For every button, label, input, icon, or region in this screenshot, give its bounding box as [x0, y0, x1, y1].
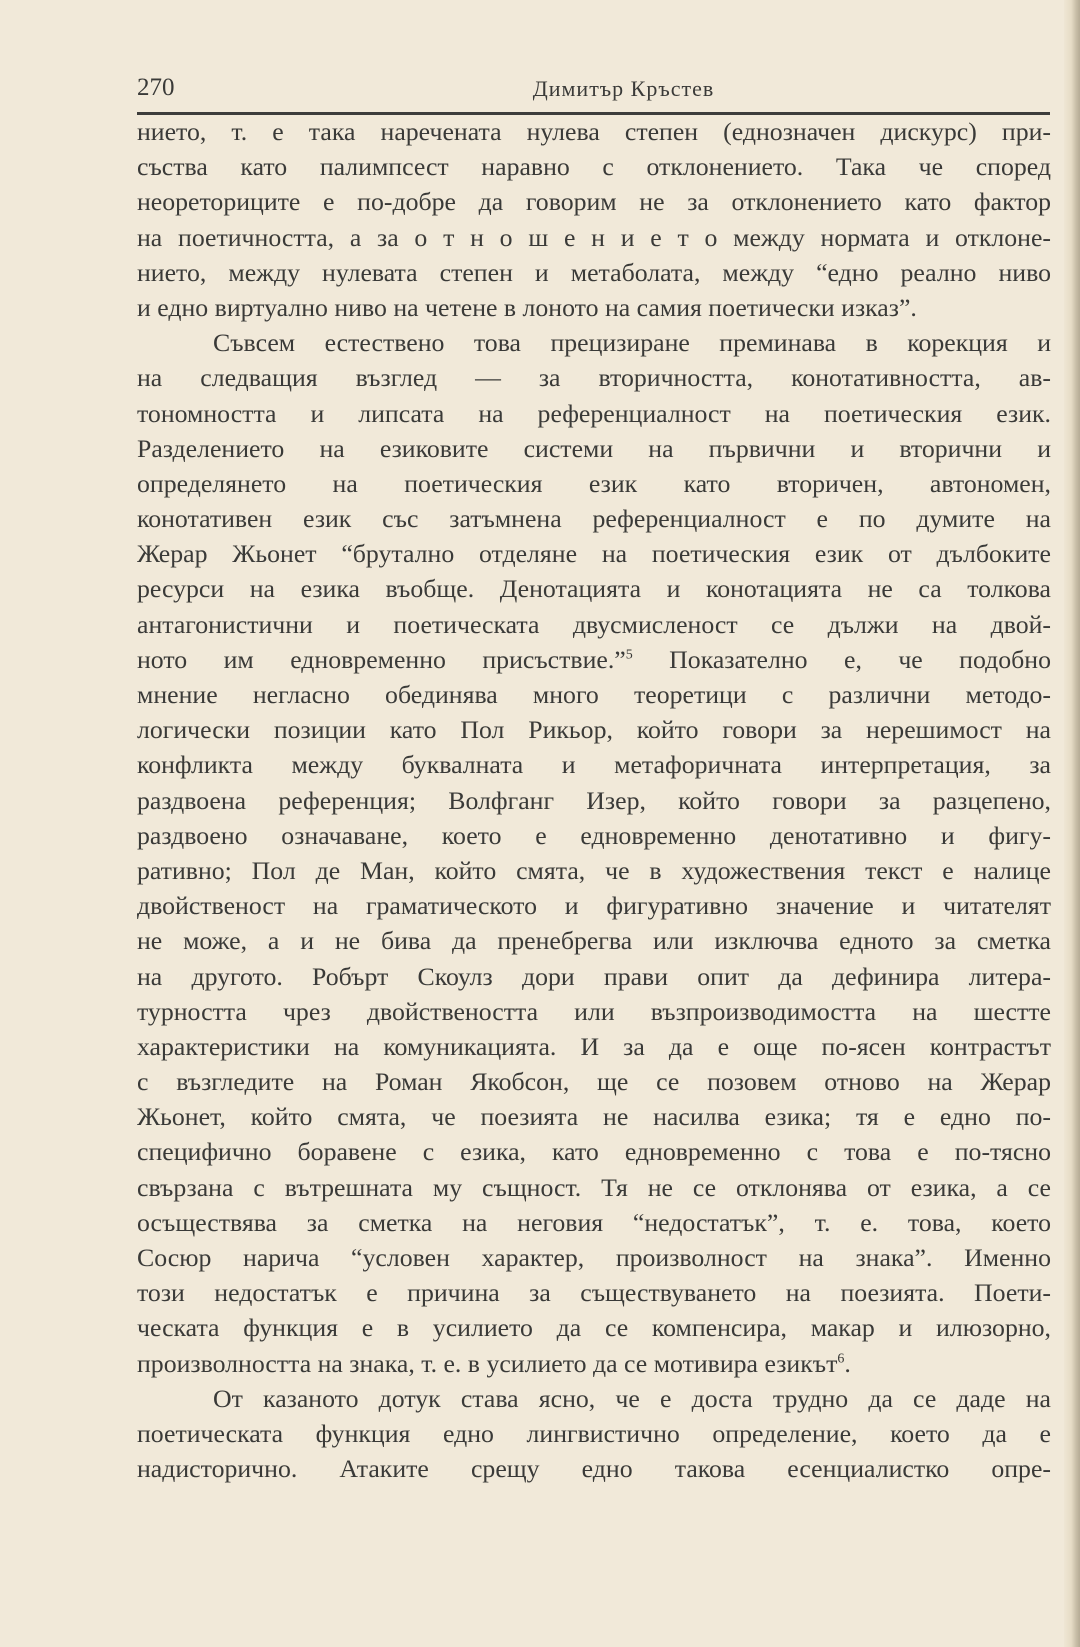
- text-line: [137, 571, 1051, 606]
- text-line: [137, 114, 1051, 149]
- text-line: [137, 1099, 1051, 1134]
- text-line: [137, 994, 1051, 1029]
- text-line-content: на следващия възглед — за вторичността, конотативността, ав-: [137, 363, 1051, 393]
- text-line: [137, 1064, 1051, 1099]
- text-line: [137, 677, 1051, 712]
- text-line: [137, 888, 1051, 923]
- text-line-content: нието, т. е така наречената нулева степен (еднозначен дискурс) при-: [137, 117, 1051, 146]
- text-line: [137, 959, 1051, 994]
- text-line-content: надисторично. Атаките срещу едно такова есенциалистко опре-: [137, 1454, 1051, 1484]
- text-line-content: антагонистични и поетическата двусмисленост се дължи на двой-: [137, 609, 1051, 639]
- text-line-content: Разделението на езиковите системи на първични и вторични и: [137, 433, 1051, 463]
- text-line-continuation: Показателно е, че подобно: [632, 644, 1051, 674]
- running-head: Димитър Кръстев: [532, 76, 715, 101]
- text-line: [137, 1029, 1051, 1064]
- text-line-content: специфично боравене с езика, като едновременно с това е по-тясно: [137, 1137, 1051, 1167]
- text-line-content: От казаното дотук става ясно, че е доста трудно да се даде на: [213, 1383, 1051, 1413]
- text-line: [137, 783, 1051, 818]
- text-line-content: характеристики на комуникацията. И за да е още по-ясен контрастът: [137, 1031, 1051, 1061]
- text-line-continuation: .: [844, 1348, 851, 1378]
- text-line-content: конотативен език със затъмнена референциалност е по думите на: [137, 504, 1051, 534]
- text-line: [137, 255, 1051, 290]
- text-line-content: осъществява за сметка на неговия “недостатък”, т. е. това, което: [137, 1207, 1051, 1237]
- text-line: [137, 818, 1051, 853]
- text-line-content: този недостатък е причина за съществуването на поезията. Поети-: [137, 1278, 1051, 1308]
- text-line: [137, 501, 1051, 536]
- text-line: [137, 1381, 1051, 1416]
- text-line: [137, 149, 1051, 184]
- text-line-content: двойственост на граматическото и фигуративно значение и читателят: [137, 891, 1051, 921]
- text-line: [137, 220, 1051, 255]
- text-line: [137, 1205, 1051, 1240]
- text-line: [137, 1170, 1051, 1205]
- text-line: [137, 1416, 1051, 1451]
- text-line: [137, 1240, 1051, 1275]
- footnote-marker: 5: [625, 647, 633, 663]
- text-line-content: мнение негласно обединява много теоретици с различни методо-: [137, 680, 1051, 709]
- text-line: [137, 536, 1051, 571]
- text-line-content: ческата функция е в усилието да се компенсира, макар и илюзорно,: [137, 1313, 1051, 1343]
- text-line: [137, 642, 1051, 677]
- text-line-content: на поетичността, а за о т н о ш е н и е т о между нормата и отклоне-: [137, 222, 1051, 252]
- text-line-content: раздвоено означаване, което е едновременно денотативно и фигу-: [137, 820, 1051, 850]
- text-line-content: турността чрез двойствеността или възпроизводимостта на шестте: [137, 996, 1051, 1026]
- text-line: [137, 712, 1051, 747]
- text-line: [137, 396, 1051, 431]
- text-line: [137, 1310, 1051, 1345]
- text-line-content: неореториците е по-добре да говорим не за отклонението като фактор: [137, 187, 1051, 217]
- text-line: [137, 290, 1051, 325]
- text-line-content: с възгледите на Роман Якобсон, ще се позовем отново на Жерар: [137, 1067, 1051, 1097]
- text-line: [137, 1275, 1051, 1310]
- text-line-content: произволността на знака, т. е. в усилието да се мотивира езикът: [137, 1348, 838, 1378]
- footnote-marker: 6: [837, 1350, 845, 1366]
- text-line: [137, 360, 1051, 395]
- text-line: [137, 607, 1051, 642]
- text-line-content: съства като палимпсест наравно с отклонението. Така че според: [137, 152, 1051, 182]
- page-header: [137, 70, 1050, 115]
- text-line-content: раздвоена референция; Волфганг Изер, който говори за разцепено,: [137, 785, 1051, 815]
- text-line-content: ресурси на езика въобще. Денотацията и конотацията не са толкова: [137, 574, 1051, 604]
- text-line: [137, 466, 1051, 501]
- text-line-content: на другото. Робърт Скоулз дори прави опит да дефинира литера-: [137, 961, 1051, 991]
- text-line-content: Жьонет, който смята, че поезията не насилва езика; тя е едно по-: [137, 1102, 1051, 1132]
- text-line-content: свързана с вътрешната му същност. Тя не се отклонява от езика, а се: [137, 1172, 1051, 1202]
- text-line-content: ративно; Пол де Ман, който смята, че в художествения текст е налице: [137, 855, 1051, 885]
- text-line-content: поетическата функция едно лингвистично определение, което да е: [137, 1418, 1051, 1448]
- text-line-content: тономността и липсата на референциалност на поетическия език.: [137, 398, 1051, 428]
- text-line-content: не може, а и не бива да пренебрегва или изключва едното за сметка: [137, 926, 1051, 956]
- text-line: [137, 1451, 1051, 1486]
- text-line-content: и едно виртуално ниво на четене в лоното на самия поетически изказ”.: [137, 292, 917, 322]
- text-line-content: определянето на поетическия език като вторичен, автономен,: [137, 468, 1051, 498]
- text-line: [137, 325, 1051, 360]
- text-line: [137, 1346, 1051, 1381]
- body-text: [137, 114, 1051, 1486]
- text-line: [137, 923, 1051, 958]
- text-line-content: Жерар Жьонет “брутално отделяне на поетическия език от дълбоките: [137, 539, 1051, 569]
- text-line: [137, 1134, 1051, 1169]
- page-number: 270: [137, 74, 175, 101]
- text-line: [137, 747, 1051, 782]
- text-line-content: Сосюр нарича “условен характер, произволност на знака”. Именно: [137, 1243, 1051, 1272]
- page-edge: [1064, 0, 1080, 1647]
- text-line-content: Съвсем естествено това прецизиране преминава в корекция и: [213, 328, 1051, 358]
- text-line-content: ното им едновременно присъствие.”: [137, 644, 626, 674]
- text-line-content: логически позиции като Пол Рикьор, който говори за нерешимост на: [137, 715, 1051, 745]
- text-line-content: конфликта между буквалната и метафоричната интерпретация, за: [137, 750, 1051, 780]
- text-line-content: нието, между нулевата степен и метаболата, между “едно реално ниво: [137, 257, 1051, 287]
- text-line: [137, 431, 1051, 466]
- text-line: [137, 853, 1051, 888]
- text-line: [137, 184, 1051, 219]
